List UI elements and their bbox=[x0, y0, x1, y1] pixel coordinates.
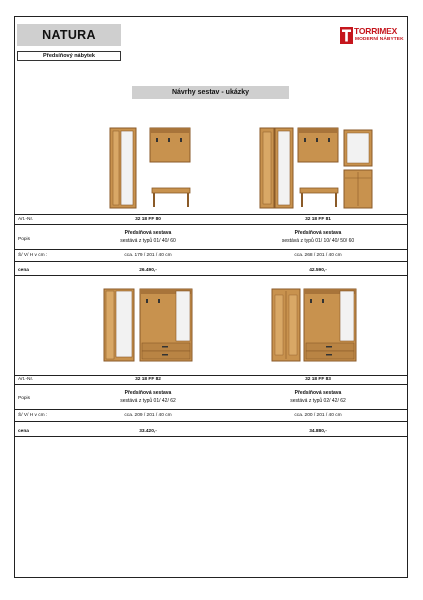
table-divider bbox=[14, 436, 408, 437]
furniture-set-81-illustration bbox=[258, 126, 376, 210]
table-divider bbox=[14, 214, 408, 215]
art-nr-label: Art.-Nr. bbox=[18, 217, 34, 222]
cena-label: cena bbox=[18, 429, 29, 434]
product-composition-80: sestává z typů 01/ 40/ 60 bbox=[120, 238, 176, 244]
price-80: 26.490,- bbox=[139, 268, 157, 273]
price-82: 33.420,- bbox=[139, 429, 157, 434]
brand-logo bbox=[340, 26, 406, 48]
product-name-83: Předsíňová sestava bbox=[294, 390, 342, 396]
table-divider bbox=[14, 224, 408, 225]
table-divider bbox=[14, 375, 408, 376]
price-81: 42.590,- bbox=[309, 268, 327, 273]
art-nr-label: Art.-Nr. bbox=[18, 377, 34, 382]
art-nr-82: 32 18 FF 82 bbox=[135, 377, 161, 382]
product-composition-82: sestává z typů 01/ 42/ 62 bbox=[120, 398, 176, 404]
art-nr-83: 32 18 FF 83 bbox=[305, 377, 331, 382]
dimensions-81: cca. 268 / 201 / 40 cm bbox=[294, 253, 342, 258]
price-83: 34.880,- bbox=[309, 429, 327, 434]
brand-name: TORRIMEX bbox=[354, 26, 398, 36]
dimensions-83: cca. 200 / 201 / 40 cm bbox=[294, 413, 342, 418]
product-composition-81: sestává z typů 01/ 10/ 40/ 50/ 60 bbox=[281, 238, 355, 244]
popis-label: Popis bbox=[18, 396, 30, 401]
table-divider bbox=[14, 261, 408, 262]
cena-label: cena bbox=[18, 268, 29, 273]
section-title: Návrhy sestav - ukázky bbox=[132, 86, 289, 99]
product-name-80: Předsíňová sestava bbox=[124, 230, 172, 236]
collection-title: NATURA bbox=[17, 24, 121, 46]
table-divider bbox=[14, 409, 408, 410]
popis-label: Popis bbox=[18, 237, 30, 242]
art-nr-80: 32 18 FF 80 bbox=[135, 217, 161, 222]
dimensions-82: cca. 209 / 201 / 40 cm bbox=[124, 413, 172, 418]
table-divider bbox=[14, 275, 408, 276]
dimensions-label: Š/ V/ H v cm : bbox=[18, 413, 48, 418]
furniture-set-82-illustration bbox=[102, 287, 194, 363]
dimensions-80: cca. 179 / 201 / 40 cm bbox=[124, 253, 172, 258]
product-composition-83: sestává z typů 02/ 42/ 62 bbox=[290, 398, 346, 404]
dimensions-label: Š/ V/ H v cm : bbox=[18, 253, 48, 258]
product-name-82: Předsíňová sestava bbox=[124, 390, 172, 396]
brand-tagline: MODERNÍ NÁBYTEK bbox=[355, 37, 404, 42]
category-label: Předsíňový nábytek bbox=[17, 51, 121, 61]
art-nr-81: 32 18 FF 81 bbox=[305, 217, 331, 222]
product-name-81: Předsíňová sestava bbox=[294, 230, 342, 236]
table-divider bbox=[14, 249, 408, 250]
table-divider bbox=[14, 421, 408, 422]
torrimex-logo-icon bbox=[340, 27, 353, 44]
furniture-set-80-illustration bbox=[108, 126, 198, 210]
furniture-set-83-illustration bbox=[270, 287, 358, 363]
table-divider bbox=[14, 384, 408, 385]
